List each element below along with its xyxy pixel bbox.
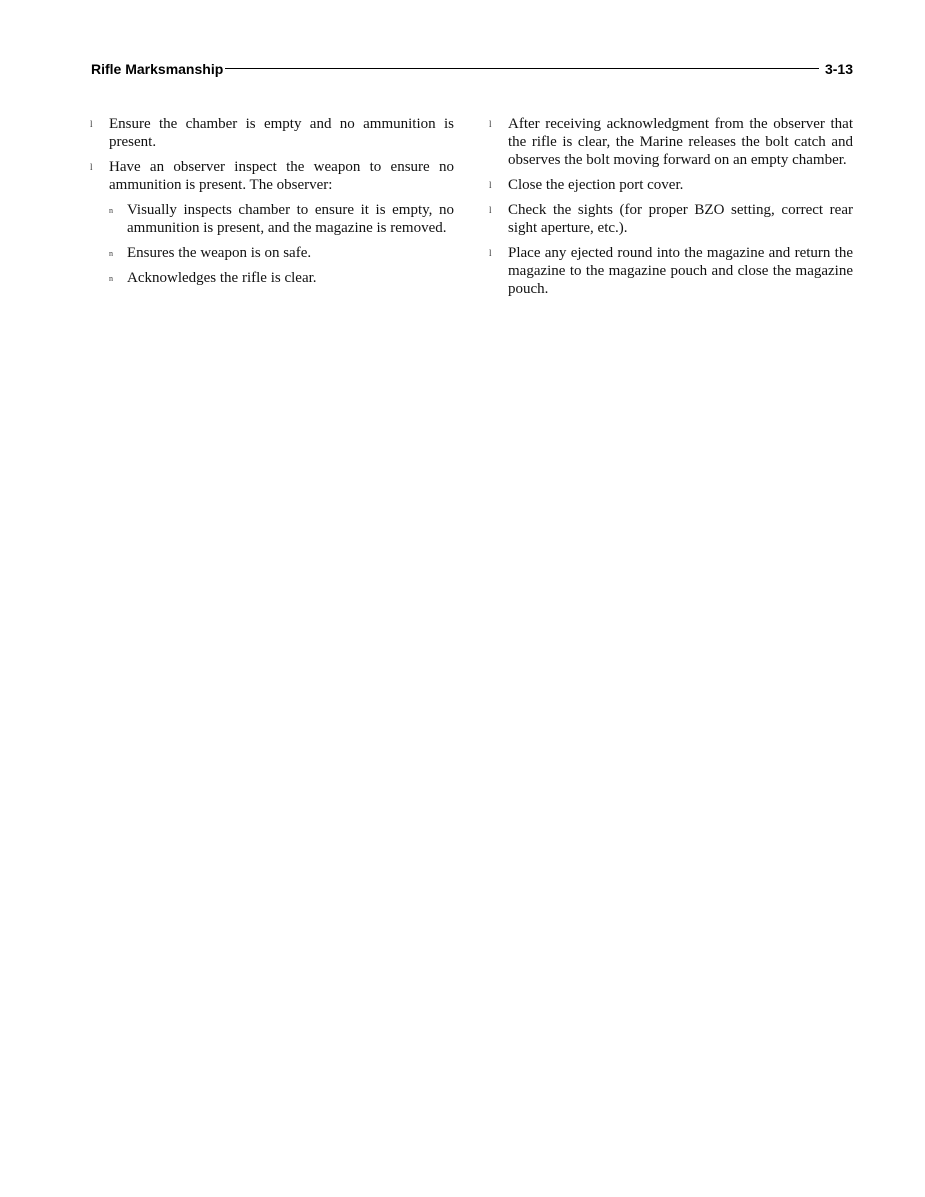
page-number: 3-13 bbox=[819, 60, 853, 78]
list-item-text: Close the ejection port cover. bbox=[508, 177, 684, 193]
list-item-text: Ensure the chamber is empty and no ammunition is present. bbox=[109, 116, 454, 150]
list-item-text: Check the sights (for proper BZO setting, correct rear sight aperture, etc.). bbox=[508, 202, 853, 236]
sub-bullet-icon: n bbox=[109, 249, 113, 258]
sub-bullet-icon: n bbox=[109, 274, 113, 283]
list-item bbox=[489, 115, 853, 169]
bullet-icon: l bbox=[489, 119, 492, 129]
list-item-text: Have an observer inspect the weapon to ensure no ammunition is present. The observer: bbox=[109, 159, 454, 193]
sub-list-item bbox=[90, 244, 454, 262]
sub-bullet-icon: n bbox=[109, 206, 113, 215]
list-item bbox=[489, 244, 853, 298]
bullet-icon: l bbox=[489, 248, 492, 258]
right-column bbox=[489, 115, 853, 305]
list-item bbox=[489, 176, 853, 194]
sub-list-item-text: Ensures the weapon is on safe. bbox=[127, 245, 312, 261]
list-item bbox=[90, 115, 454, 151]
list-item-text: After receiving acknowledgment from the observer that the rifle is clear, the Marine releases the bolt catch and observes the bolt moving forward on an empty chamber. bbox=[508, 116, 853, 168]
bullet-icon: l bbox=[90, 119, 93, 129]
sub-list-item bbox=[90, 269, 454, 287]
sub-list-item-text: Visually inspects chamber to ensure it is empty, no ammunition is present, and the magazine is removed. bbox=[127, 202, 454, 236]
list-item bbox=[90, 158, 454, 194]
section-title: Rifle Marksmanship bbox=[91, 61, 224, 77]
list-item-text: Place any ejected round into the magazine and return the magazine to the magazine pouch and close the magazine pouch. bbox=[508, 245, 853, 297]
left-column bbox=[90, 115, 454, 294]
running-header bbox=[91, 60, 853, 78]
list-item bbox=[489, 201, 853, 237]
sub-list-item bbox=[90, 201, 454, 237]
sub-list-item-text: Acknowledges the rifle is clear. bbox=[127, 270, 317, 286]
bullet-icon: l bbox=[489, 205, 492, 215]
bullet-icon: l bbox=[489, 180, 492, 190]
bullet-icon: l bbox=[90, 162, 93, 172]
